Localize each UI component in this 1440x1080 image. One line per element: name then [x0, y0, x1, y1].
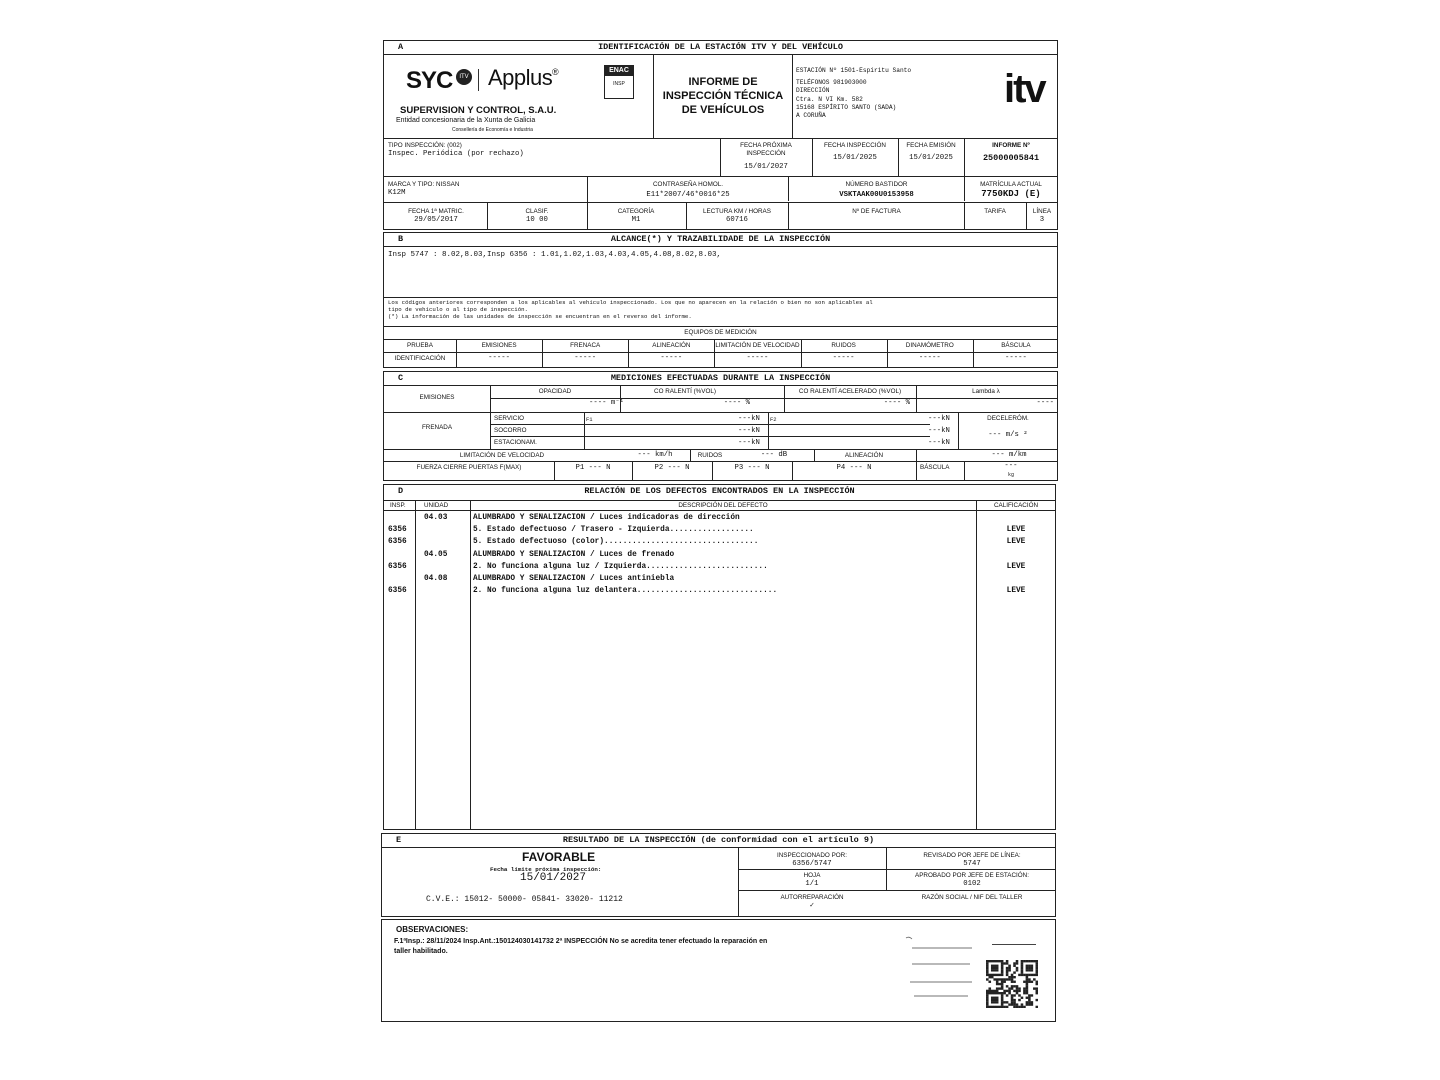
- alineacion-label: ALINEACIÓN: [844, 452, 884, 459]
- defect-description: 2. No funciona alguna luz / Izquierda..........................: [473, 562, 768, 571]
- fuerza-p3: P3 --- N: [734, 464, 770, 472]
- result-value: FAVORABLE: [522, 850, 596, 864]
- section-a-letter: A: [398, 42, 404, 52]
- signature-stamp-icon: [902, 934, 982, 1002]
- f2-label: F2: [770, 416, 777, 423]
- socorro-f1: ---kN: [738, 427, 760, 435]
- hoja: HOJA 1/1: [803, 872, 821, 888]
- fecha-proxima: FECHA PRÓXIMA INSPECCIÓN 15/01/2027: [740, 142, 792, 171]
- defect-calificacion: LEVE: [1006, 526, 1026, 535]
- check-icon: ✓: [809, 901, 815, 910]
- limitacion-label: LIMITACIÓN DE VELOCIDAD: [459, 452, 545, 459]
- fecha-limite-label: Fecha límite próxima inspección:: [490, 866, 602, 873]
- contrasena-homol: CONTRASEÑA HOMOL. E11*2007/46*0016*25: [646, 181, 730, 199]
- numero-factura: Nº DE FACTURA: [852, 208, 901, 215]
- prueba-label: PRUEBA: [407, 342, 433, 349]
- col-calificacion: CALIFICACIÓN: [993, 502, 1039, 509]
- inspection-scope: Insp 5747 : 8.02,8.03,Insp 6356 : 1.01,1.02,1.03,4.03,4.05,4.08,8.02,8.03,: [388, 251, 722, 259]
- section-b-title: ALCANCE(*) Y TRAZABILIDADE DE LA INSPECCIÓN: [610, 234, 831, 244]
- syc-logo: SYC: [406, 67, 453, 94]
- servicio-label: SERVICIO: [494, 415, 524, 422]
- estacionam-f2: ---kN: [928, 439, 950, 447]
- bascula-unit: kg: [1007, 472, 1014, 478]
- defect-calificacion: LEVE: [1006, 538, 1026, 547]
- observaciones-title: OBSERVACIONES:: [396, 925, 469, 934]
- defect-insp: 6356: [388, 538, 407, 547]
- section-d-title: RELACIÓN DE LOS DEFECTOS ENCONTRADOS EN LA INSPECCIÓN: [584, 486, 855, 496]
- section-e: [381, 833, 1056, 917]
- syc-itv-badge-icon: ITV: [456, 69, 472, 85]
- section-e-title: RESULTADO DE LA INSPECCIÓN (de conformidad con el artículo 9): [562, 835, 875, 845]
- lambda-value: ----: [1036, 399, 1054, 407]
- applus-logo: Applus: [488, 65, 553, 90]
- emisiones-label: EMISIONES: [419, 394, 455, 401]
- enac-logo: ENAC INSP: [604, 65, 634, 99]
- clasificacion: CLASIF. 10 00: [525, 208, 549, 224]
- defect-calificacion: LEVE: [1006, 562, 1026, 571]
- section-d-header: D RELACIÓN DE LOS DEFECTOS ENCONTRADOS EN LA INSPECCIÓN: [384, 485, 1055, 498]
- fecha-matriculacion: FECHA 1ª MATRIC. 29/05/2017: [408, 208, 464, 224]
- co-acelerado-value: ---- %: [883, 399, 910, 407]
- opacidad-label: OPACIDAD: [538, 388, 572, 395]
- cve-code: C.V.E.: 15012- 50000- 05841- 33020- 11212: [426, 895, 623, 904]
- col-insp: INSP.: [390, 502, 406, 509]
- socorro-f2: ---kN: [928, 427, 950, 435]
- defect-description: ALUMBRADO Y SEÑALIZACIÓN / Luces antiniebla: [473, 575, 675, 583]
- station-info: ESTACIÓN Nº 1501-Espíritu Santo TELÉFONOS 981903000 DIRECCIÓN Ctra. N VI Km. 582 15168 ESPÍRITO SANTO (SADA) A CORUÑA: [796, 67, 912, 120]
- defect-insp: 6356: [388, 587, 407, 596]
- tipo-inspeccion: TIPO INSPECCIÓN: (002) Inspec. Periódica (por rechazo): [388, 142, 524, 158]
- equipment-header: DINAMÓMETRO: [905, 342, 954, 349]
- ruidos-label: RUIDOS: [697, 452, 723, 459]
- equipos-title: EQUIPOS DE MEDICIÓN: [684, 329, 757, 336]
- defect-description: 5. Estado defectuoso (color).................................: [473, 538, 759, 547]
- tarifa: TARIFA: [984, 208, 1006, 215]
- co-acelerado-label: CO RALENTÍ ACELERADO (%VOL): [798, 388, 902, 395]
- section-a: [383, 40, 1058, 230]
- report-title: INFORME DE INSPECCIÓN TÉCNICA DE VEHÍCULOS: [662, 76, 784, 116]
- deceleron-value: --- m/s ²: [988, 431, 1028, 439]
- matricula-actual: MATRÍCULA ACTUAL 7750KDJ (E): [980, 181, 1042, 199]
- linea: LÍNEA 3: [1032, 208, 1052, 224]
- fuerza-label: FUERZA CIERRE PUERTAS F(MAX): [416, 464, 522, 471]
- defect-insp: 6356: [388, 562, 407, 571]
- servicio-f1: ---kN: [738, 415, 760, 423]
- equipment-header: LIMITACIÓN DE VELOCIDAD: [715, 342, 800, 349]
- fuerza-p2: P2 --- N: [654, 464, 690, 472]
- aprobado-por: APROBADO POR JEFE DE ESTACIÓN: 0102: [915, 872, 1029, 888]
- equipment-header: EMISIONES: [481, 342, 517, 349]
- alineacion-value: --- m/km: [991, 451, 1027, 459]
- revisado-por: REVISADO POR JEFE DE LÍNEA: 5747: [923, 852, 1021, 868]
- equipment-id: -----: [574, 354, 597, 362]
- defect-description: 2. No funciona alguna luz delantera..............................: [473, 587, 778, 596]
- equipment-header: ALINEACIÓN: [652, 342, 691, 349]
- section-a-title: IDENTIFICACIÓN DE LA ESTACIÓN ITV Y DEL VEHÍCULO: [598, 42, 843, 52]
- company-subtitle: Entidad concesionaria de la Xunta de Galicia: [396, 117, 536, 124]
- itv-logo: itv: [1004, 67, 1045, 111]
- section-b: [383, 232, 1058, 368]
- bascula-value: ---: [1004, 462, 1018, 470]
- bascula-label: BÁSCULA: [920, 464, 950, 471]
- section-e-header: E RESULTADO DE LA INSPECCIÓN (de conformidad con el artículo 9): [382, 834, 1055, 848]
- fecha-emision: FECHA EMISIÓN 15/01/2025: [906, 142, 956, 162]
- estacionam-label: ESTACIONAM.: [494, 439, 537, 446]
- equipment-id: -----: [1004, 354, 1027, 362]
- co-ralenti-value: ---- %: [723, 399, 750, 407]
- col-descripcion: DESCRIPCIÓN DEL DEFECTO: [678, 502, 768, 509]
- autorreparacion: AUTORREPARACIÓN ✓: [739, 894, 885, 911]
- defect-description: ALUMBRADO Y SEÑALIZACIÓN / Luces de frenado: [473, 550, 675, 559]
- signature-line-icon: [992, 944, 1036, 945]
- company-small: Consellería de Economía e Industria: [452, 127, 533, 133]
- equipment-id: -----: [832, 354, 855, 362]
- fecha-limite-value: 15/01/2027: [520, 872, 587, 884]
- equipment-header: FRENACA: [570, 342, 601, 349]
- scope-notes: Los códigos anteriores corresponden a los aplicables al vehículo inspeccionado. Los que no aparecen en la relación o bien no son aplicables al tipo de vehículo o al tipo de inspección. (*) La información de las unidades de inspección se encuentran en el reverso del informe.: [388, 299, 873, 320]
- observaciones-text: F.1ªInsp.: 28/11/2024 Insp.Ant.:150124030141732 2ª INSPECCIÓN No se acredita tener efectuado la reparación en taller habilitado.: [394, 938, 768, 955]
- company-name: SUPERVISION Y CONTROL, S.A.U.: [400, 105, 557, 116]
- razon-social-label: RAZÓN SOCIAL / NIF DEL TALLER: [921, 894, 1023, 901]
- marca-tipo: MARCA Y TIPO: NISSAN K12M: [388, 181, 460, 197]
- fecha-inspeccion: FECHA INSPECCIÓN 15/01/2025: [824, 142, 886, 162]
- fuerza-p4: P4 --- N: [836, 464, 872, 472]
- lectura-km: LECTURA KM / HORAS 60716: [703, 208, 771, 224]
- fuerza-p1: P1 --- N: [575, 464, 611, 472]
- defect-description: ALUMBRADO Y SEÑALIZACIÓN / Luces indicadoras de dirección: [473, 514, 740, 522]
- equipment-id: -----: [660, 354, 683, 362]
- section-c-header: C MEDICIONES EFECTUADAS DURANTE LA INSPECCIÓN: [384, 372, 1057, 386]
- opacidad-value: ---- m⁻¹: [588, 399, 624, 407]
- identificacion-label: IDENTIFICACIÓN: [394, 355, 446, 362]
- co-ralenti-label: CO RALENTÍ (%VOL): [654, 388, 716, 395]
- defect-description: 5. Estado defectuoso / Trasero - Izquierda..................: [473, 526, 754, 535]
- defect-insp: 6356: [388, 526, 407, 535]
- equipment-header: RUIDOS: [831, 342, 856, 349]
- registered-icon: ®: [552, 67, 559, 77]
- deceleron-label: DECELERÓM.: [987, 415, 1029, 422]
- servicio-f2: ---kN: [928, 415, 950, 423]
- informe-numero: INFORME Nº 25000005841: [982, 142, 1040, 163]
- defect-calificacion: LEVE: [1006, 587, 1026, 596]
- categoria: CATEGORÍA M1: [617, 208, 655, 224]
- observaciones: [381, 919, 1056, 1022]
- equipment-header: BÁSCULA: [1001, 342, 1031, 349]
- section-c: [383, 371, 1058, 481]
- equipment-id: -----: [918, 354, 941, 362]
- inspeccionado-por: INSPECCIONADO POR: 6356/5747: [777, 852, 847, 868]
- frenada-label: FRENADA: [421, 424, 453, 431]
- limitacion-value: --- km/h: [637, 451, 673, 459]
- qr-code-icon: [986, 960, 1038, 1008]
- estacionam-f1: ---kN: [738, 439, 760, 447]
- defect-unidad: 04.03: [424, 514, 448, 522]
- f1-label: F1: [586, 416, 593, 423]
- section-b-header: B ALCANCE(*) Y TRAZABILIDADE DE LA INSPECCIÓN: [384, 233, 1057, 247]
- section-a-header: [384, 41, 1057, 55]
- equipment-id: -----: [488, 354, 511, 362]
- defect-unidad: 04.05: [424, 550, 448, 559]
- numero-bastidor: NÚMERO BASTIDOR VSKTAAK00U0153958: [839, 181, 914, 199]
- lambda-label: Lambda λ: [972, 388, 1000, 395]
- ruidos-value: --- dB: [760, 451, 788, 459]
- col-unidad: UNIDAD: [424, 502, 449, 509]
- section-c-title: MEDICIONES EFECTUADAS DURANTE LA INSPECCIÓN: [610, 373, 831, 383]
- section-d: [383, 484, 1056, 830]
- defect-unidad: 04.08: [424, 575, 448, 583]
- equipment-id: -----: [746, 354, 769, 362]
- socorro-label: SOCORRO: [494, 427, 527, 434]
